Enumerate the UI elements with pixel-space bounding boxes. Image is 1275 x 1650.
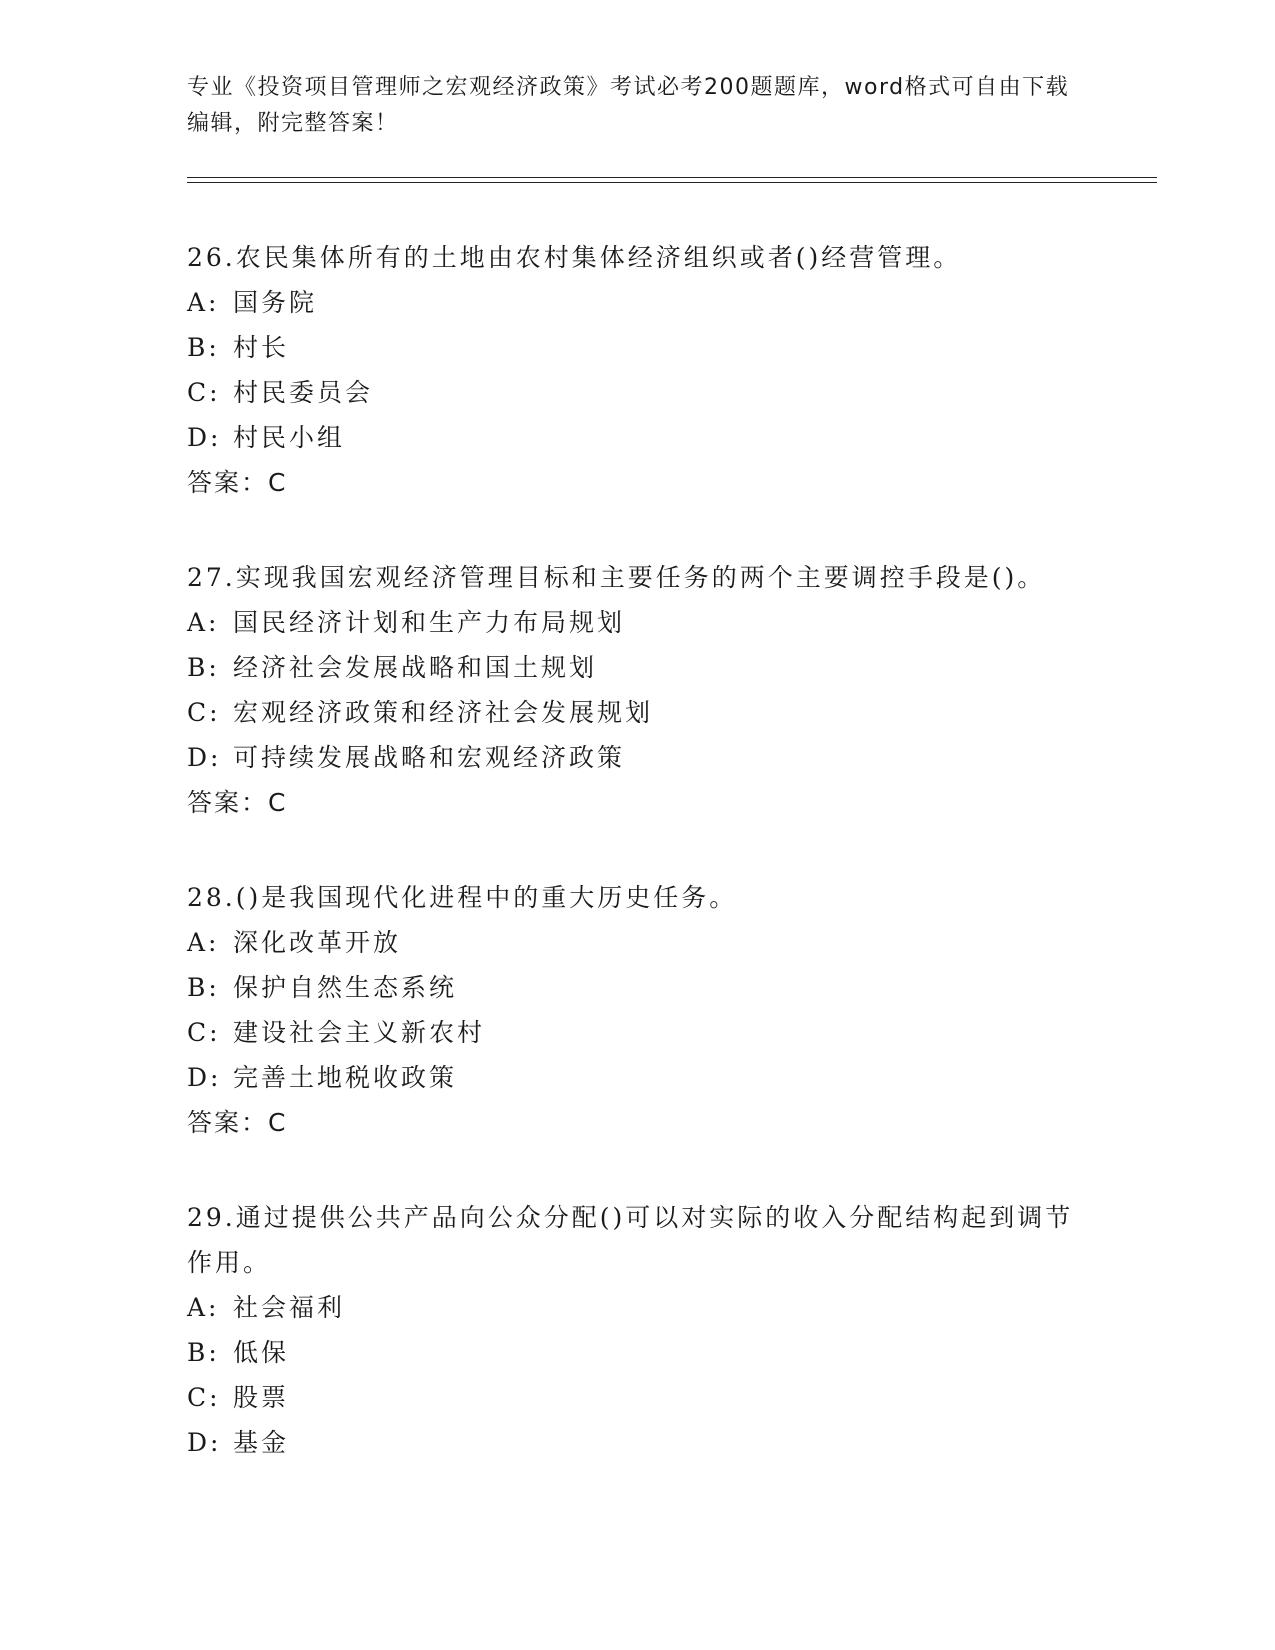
option-d: [187, 415, 1087, 460]
option-b: [187, 965, 1087, 1010]
document-intro: 专业《投资项目管理师之宏观经济政策》考试必考200题题库，word格式可自由下载编辑，附完整答案！: [187, 75, 1070, 136]
question-27: [187, 555, 1087, 825]
option-c: [187, 690, 1087, 735]
option-d: [187, 1420, 1087, 1465]
option-key: C:: [187, 1383, 221, 1412]
option-key: C:: [187, 1018, 221, 1047]
option-text: 宏观经济政策和经济社会发展规划: [233, 698, 654, 727]
option-key: C:: [187, 698, 221, 727]
option-key: D:: [187, 743, 222, 772]
question-stem: 26.农民集体所有的土地由农村集体经济组织或者()经营管理。: [187, 243, 962, 272]
option-key: D:: [187, 423, 222, 452]
question-stem: 29.通过提供公共产品向公众分配()可以对实际的收入分配结构起到调节作用。: [187, 1203, 1074, 1277]
option-d: [187, 735, 1087, 780]
option-text: 社会福利: [233, 1293, 346, 1322]
option-key: B:: [187, 333, 220, 362]
option-key: A:: [187, 1293, 220, 1322]
question-26: [187, 235, 1087, 505]
option-key: A:: [187, 608, 220, 637]
answer-line: 答案：C: [187, 788, 288, 817]
option-key: B:: [187, 653, 220, 682]
option-c: [187, 1375, 1087, 1420]
answer-line: 答案：C: [187, 468, 288, 497]
answer-line: 答案：C: [187, 1108, 288, 1137]
option-a: [187, 280, 1087, 325]
option-text: 经济社会发展战略和国土规划: [233, 653, 598, 682]
question-29: [187, 1195, 1087, 1465]
option-text: 保护自然生态系统: [233, 973, 458, 1002]
option-c: [187, 1010, 1087, 1055]
option-text: 国民经济计划和生产力布局规划: [233, 608, 626, 637]
option-text: 村民小组: [233, 423, 346, 452]
header-divider-bottom: [187, 182, 1157, 183]
option-key: A:: [187, 928, 220, 957]
option-text: 可持续发展战略和宏观经济政策: [233, 743, 626, 772]
option-text: 基金: [233, 1428, 290, 1457]
option-text: 深化改革开放: [233, 928, 402, 957]
question-stem: 27.实现我国宏观经济管理目标和主要任务的两个主要调控手段是()。: [187, 563, 1046, 592]
option-text: 村民委员会: [233, 378, 374, 407]
option-text: 股票: [233, 1383, 290, 1412]
option-a: [187, 1285, 1087, 1330]
option-a: [187, 600, 1087, 645]
option-text: 低保: [233, 1338, 290, 1367]
option-text: 国务院: [233, 288, 318, 317]
option-b: [187, 645, 1087, 690]
option-text: 完善土地税收政策: [233, 1063, 458, 1092]
option-key: B:: [187, 1338, 220, 1367]
question-28: [187, 875, 1087, 1145]
question-stem: 28.()是我国现代化进程中的重大历史任务。: [187, 883, 738, 912]
option-key: B:: [187, 973, 220, 1002]
option-d: [187, 1055, 1087, 1100]
option-c: [187, 370, 1087, 415]
option-key: A:: [187, 288, 220, 317]
option-key: D:: [187, 1428, 222, 1457]
header-divider-top: [187, 177, 1157, 178]
option-text: 村长: [233, 333, 290, 362]
option-key: C:: [187, 378, 221, 407]
option-text: 建设社会主义新农村: [233, 1018, 486, 1047]
option-key: D:: [187, 1063, 222, 1092]
option-a: [187, 920, 1087, 965]
option-b: [187, 1330, 1087, 1375]
option-b: [187, 325, 1087, 370]
